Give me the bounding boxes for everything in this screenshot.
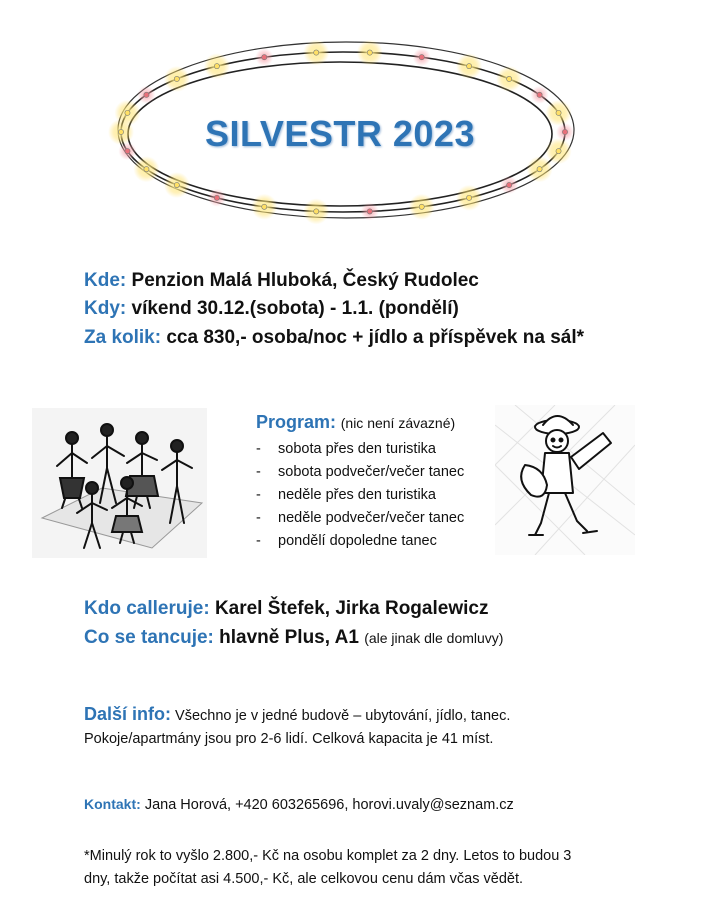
light-bulb <box>214 195 219 200</box>
light-bulb <box>144 167 149 172</box>
program-item <box>256 438 464 461</box>
square-dancers-illustration <box>32 408 207 558</box>
light-bulb <box>467 195 472 200</box>
program-item <box>256 484 464 507</box>
bullet-dash: - <box>256 464 261 480</box>
program-heading <box>256 412 455 433</box>
program-item-text: neděle přes den turistika <box>278 487 436 503</box>
more-info-text-2: Pokoje/apartmány jsou pro 2-6 lidí. Celková kapacita je 41 míst. <box>84 731 494 747</box>
light-bulb <box>174 76 179 81</box>
more-info-line-1 <box>84 704 510 725</box>
light-bulb <box>174 182 179 187</box>
dance-level-note: (ale jinak dle domluvy) <box>364 630 504 646</box>
date-label: Kdy: <box>84 298 127 319</box>
light-bulb <box>125 110 130 115</box>
program-item <box>256 507 464 530</box>
program-item-text: neděle podvečer/večer tanec <box>278 510 465 526</box>
date-line <box>84 298 459 320</box>
light-bulb <box>125 149 130 154</box>
light-bulb <box>367 50 372 55</box>
light-bulb <box>214 64 219 69</box>
page-title: SILVESTR 2023 <box>205 113 475 154</box>
date-value: víkend 30.12.(sobota) - 1.1. (pondělí) <box>131 298 459 319</box>
contact-label: Kontakt: <box>84 796 141 812</box>
program-label: Program: <box>256 412 337 432</box>
program-item <box>256 530 464 553</box>
program-item <box>256 461 464 484</box>
dance-level-value: hlavně Plus, A1 <box>219 627 359 648</box>
contact-value: Jana Horová, +420 603265696, horovi.uvaly@seznam.cz <box>144 797 514 813</box>
caller-line <box>84 598 488 620</box>
more-info-label: Další info: <box>84 704 172 724</box>
caller-value: Karel Štefek, Jirka Rogalewicz <box>214 598 489 619</box>
light-bulb <box>556 149 561 154</box>
price-value: cca 830,- osoba/noc + jídlo a příspěvek na sál* <box>166 327 585 348</box>
location-line <box>84 270 479 292</box>
price-line <box>84 327 584 349</box>
location-value: Penzion Malá Hluboká, Český Rudolec <box>131 270 479 291</box>
light-bulb <box>419 55 424 60</box>
hiker-boy-illustration <box>495 405 635 555</box>
program-list <box>256 438 464 553</box>
caller-label: Kdo calleruje: <box>84 598 210 619</box>
program-note: (nic není závazné) <box>340 415 456 431</box>
dance-level-line <box>84 627 503 649</box>
location-label: Kde: <box>84 270 127 291</box>
program-item-text: sobota přes den turistika <box>278 441 436 457</box>
light-bulb <box>556 110 561 115</box>
bullet-dash: - <box>256 510 261 526</box>
light-bulb <box>367 209 372 214</box>
light-bulb <box>507 76 512 81</box>
bullet-dash: - <box>256 441 261 457</box>
light-bulb <box>537 167 542 172</box>
light-bulb <box>507 182 512 187</box>
light-bulb <box>144 92 149 97</box>
light-bulb <box>314 209 319 214</box>
bullet-dash: - <box>256 533 261 549</box>
light-bulb <box>262 204 267 209</box>
more-info-text-1: Všechno je v jedné budově – ubytování, jídlo, tanec. <box>175 708 511 724</box>
light-bulb <box>419 204 424 209</box>
contact-line <box>84 796 514 813</box>
light-bulb <box>314 50 319 55</box>
bullet-dash: - <box>256 487 261 503</box>
light-bulb <box>467 64 472 69</box>
footnote-line-2: dny, takže počítat asi 4.500,- Kč, ale celkovou cenu dám včas vědět. <box>84 871 524 887</box>
dance-level-label: Co se tancuje: <box>84 627 214 648</box>
program-item-text: sobota podvečer/večer tanec <box>278 464 465 480</box>
light-bulb <box>537 92 542 97</box>
program-item-text: pondělí dopoledne tanec <box>278 533 437 549</box>
light-bulb <box>262 55 267 60</box>
light-bulb <box>562 129 567 134</box>
footnote-line-1: *Minulý rok to vyšlo 2.800,- Kč na osobu komplet za 2 dny. Letos to budou 3 <box>84 848 572 864</box>
price-label: Za kolik: <box>84 327 162 348</box>
light-bulb <box>118 129 123 134</box>
